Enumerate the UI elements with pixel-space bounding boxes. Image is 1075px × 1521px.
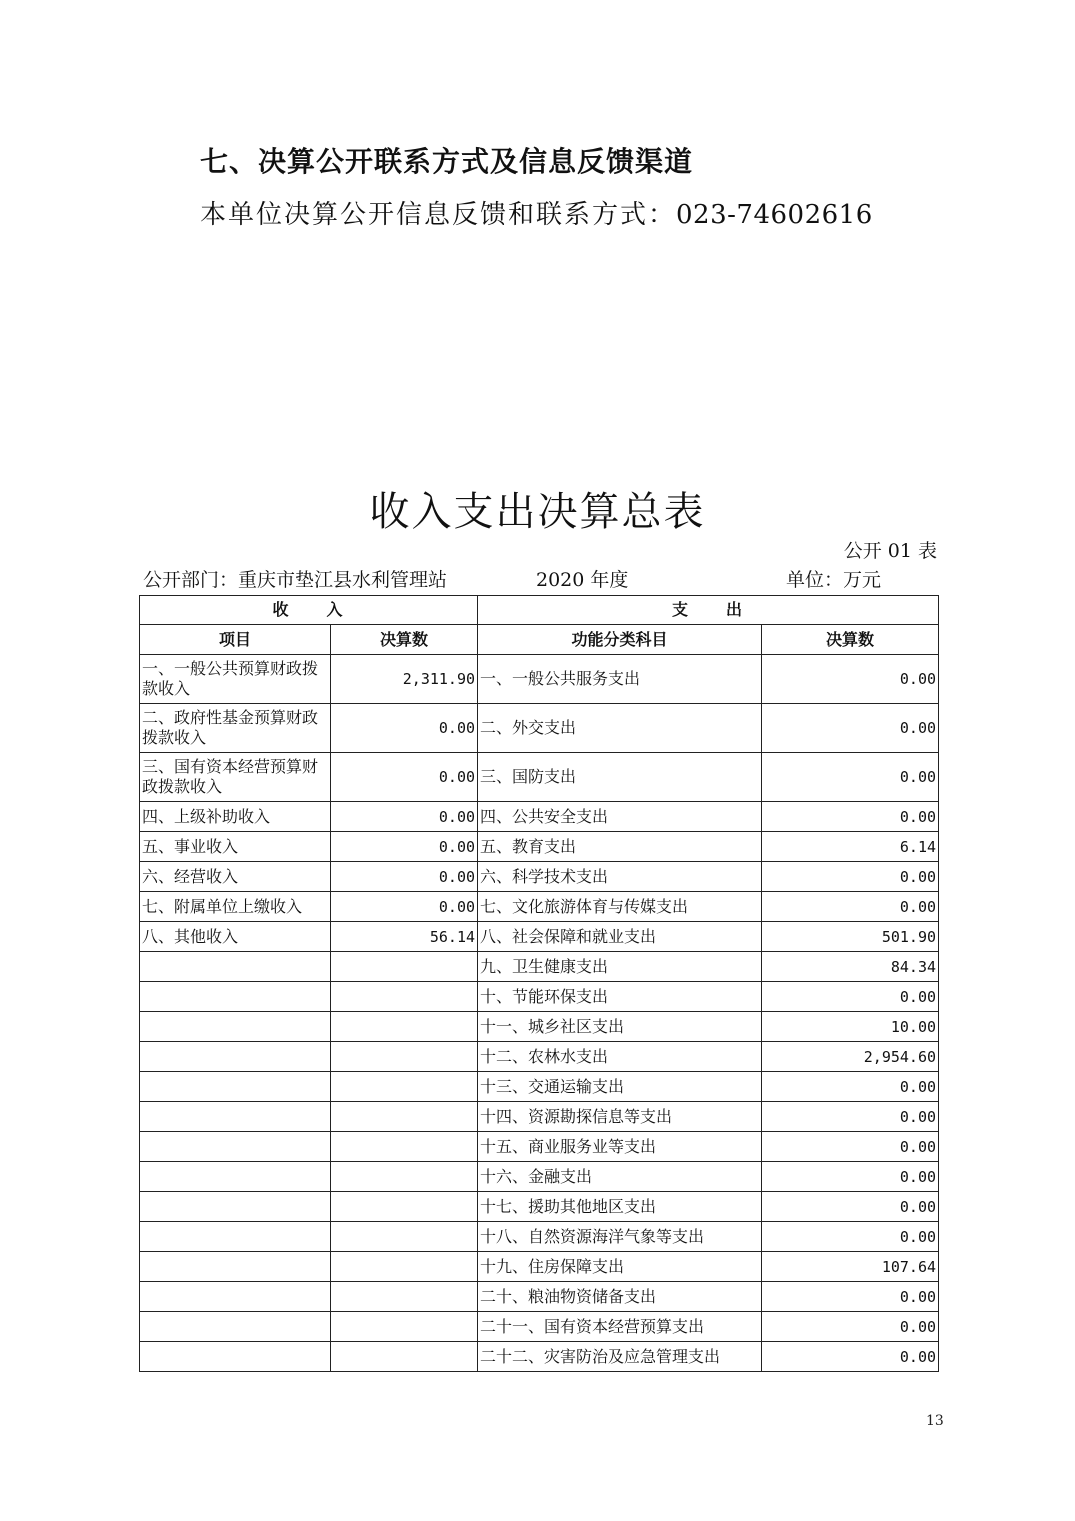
income-amount: 2,311.90 [331,655,478,704]
expense-item: 七、文化旅游体育与传媒支出 [478,892,762,922]
income-amount: 0.00 [331,892,478,922]
expense-item: 五、教育支出 [478,832,762,862]
expense-amount: 0.00 [762,1072,939,1102]
expense-amount: 6.14 [762,832,939,862]
income-item [140,1222,331,1252]
income-amount [331,1192,478,1222]
table-row [140,704,939,753]
income-amount [331,1162,478,1192]
expense-amount: 0.00 [762,753,939,802]
table-row [140,1342,939,1372]
expense-amount: 84.34 [762,952,939,982]
income-amount: 0.00 [331,802,478,832]
table-row [140,1252,939,1282]
expense-item: 四、公共安全支出 [478,802,762,832]
income-item: 八、其他收入 [140,922,331,952]
table-group-header-row [140,596,939,625]
expense-amount: 0.00 [762,1102,939,1132]
expense-item: 十八、自然资源海洋气象等支出 [478,1222,762,1252]
income-amount: 0.00 [331,704,478,753]
expense-amount: 0.00 [762,1282,939,1312]
expense-item: 十二、农林水支出 [478,1042,762,1072]
income-item: 四、上级补助收入 [140,802,331,832]
expense-item: 九、卫生健康支出 [478,952,762,982]
income-item [140,1342,331,1372]
expense-amount: 0.00 [762,892,939,922]
table-row [140,655,939,704]
table-column-header-row [140,625,939,655]
expense-item: 八、社会保障和就业支出 [478,922,762,952]
col-header-category: 功能分类科目 [478,625,762,655]
table-row [140,753,939,802]
expense-amount: 0.00 [762,862,939,892]
fiscal-year: 2020 年度 [536,569,629,591]
income-item [140,1012,331,1042]
contact-phone: 023-74602616 [676,200,873,230]
table-title: 收入支出决算总表 [369,489,706,535]
income-amount [331,982,478,1012]
income-item: 一、一般公共预算财政拨款收入 [140,655,331,704]
expense-amount: 0.00 [762,1192,939,1222]
table-row [140,1162,939,1192]
col-header-item: 项目 [140,625,331,655]
table-row [140,862,939,892]
contact-label: 本单位决算公开信息反馈和联系方式： [200,200,677,230]
income-amount: 0.00 [331,753,478,802]
expense-item: 二十二、灾害防治及应急管理支出 [478,1342,762,1372]
income-item [140,1072,331,1102]
income-amount [331,1282,478,1312]
expense-amount: 0.00 [762,1162,939,1192]
section-heading: 七、决算公开联系方式及信息反馈渠道 [200,145,694,178]
income-amount [331,1072,478,1102]
expense-amount: 0.00 [762,1342,939,1372]
table-row [140,952,939,982]
expense-amount: 501.90 [762,922,939,952]
expense-amount: 2,954.60 [762,1042,939,1072]
income-item [140,952,331,982]
table-row [140,1222,939,1252]
expense-item: 六、科学技术支出 [478,862,762,892]
income-item [140,1042,331,1072]
income-amount [331,1342,478,1372]
income-item [140,1252,331,1282]
expense-amount: 0.00 [762,655,939,704]
table-row [140,1132,939,1162]
income-item: 七、附属单位上缴收入 [140,892,331,922]
expense-amount: 10.00 [762,1012,939,1042]
table-row [140,1012,939,1042]
table-row [140,922,939,952]
expense-item: 十、节能环保支出 [478,982,762,1012]
table-row [140,1042,939,1072]
expense-item: 十七、援助其他地区支出 [478,1192,762,1222]
income-amount: 0.00 [331,832,478,862]
table-row [140,832,939,862]
expense-item: 十五、商业服务业等支出 [478,1132,762,1162]
expense-item: 二十、粮油物资储备支出 [478,1282,762,1312]
income-group-header: 收 入 [140,596,478,625]
income-amount [331,1252,478,1282]
income-amount [331,1042,478,1072]
table-row [140,1312,939,1342]
page-number: 13 [926,1413,944,1429]
income-item [140,1102,331,1132]
table-row [140,1072,939,1102]
income-item [140,1282,331,1312]
expense-item: 三、国防支出 [478,753,762,802]
expense-item: 二十一、国有资本经营预算支出 [478,1312,762,1342]
income-item [140,1192,331,1222]
table-row [140,1282,939,1312]
income-expense-summary-table [139,595,939,1372]
income-item [140,982,331,1012]
income-amount [331,952,478,982]
income-item: 二、政府性基金预算财政拨款收入 [140,704,331,753]
unit-label: 单位：万元 [786,569,882,591]
income-item: 五、事业收入 [140,832,331,862]
income-amount: 0.00 [331,862,478,892]
income-amount [331,1012,478,1042]
expense-item: 十六、金融支出 [478,1162,762,1192]
table-row [140,892,939,922]
table-row [140,1192,939,1222]
income-item [140,1162,331,1192]
expense-item: 十四、资源勘探信息等支出 [478,1102,762,1132]
expense-item: 十一、城乡社区支出 [478,1012,762,1042]
expense-amount: 0.00 [762,1222,939,1252]
table-row [140,982,939,1012]
income-amount: 56.14 [331,922,478,952]
expense-item: 十九、住房保障支出 [478,1252,762,1282]
expense-group-header: 支 出 [478,596,939,625]
income-item [140,1132,331,1162]
department-label: 公开部门：重庆市垫江县水利管理站 [143,569,448,591]
expense-amount: 0.00 [762,1312,939,1342]
income-item: 三、国有资本经营预算财政拨款收入 [140,753,331,802]
income-item [140,1312,331,1342]
expense-amount: 107.64 [762,1252,939,1282]
income-amount [331,1312,478,1342]
table-row [140,802,939,832]
table-row [140,1102,939,1132]
expense-amount: 0.00 [762,704,939,753]
income-amount [331,1132,478,1162]
income-item: 六、经营收入 [140,862,331,892]
table-code: 公开 01 表 [843,540,937,562]
expense-item: 十三、交通运输支出 [478,1072,762,1102]
col-header-income-amount: 决算数 [331,625,478,655]
col-header-expense-amount: 决算数 [762,625,939,655]
contact-paragraph [200,194,873,231]
expense-amount: 0.00 [762,1132,939,1162]
expense-item: 二、外交支出 [478,704,762,753]
income-amount [331,1222,478,1252]
expense-amount: 0.00 [762,802,939,832]
expense-amount: 0.00 [762,982,939,1012]
expense-item: 一、一般公共服务支出 [478,655,762,704]
income-amount [331,1102,478,1132]
